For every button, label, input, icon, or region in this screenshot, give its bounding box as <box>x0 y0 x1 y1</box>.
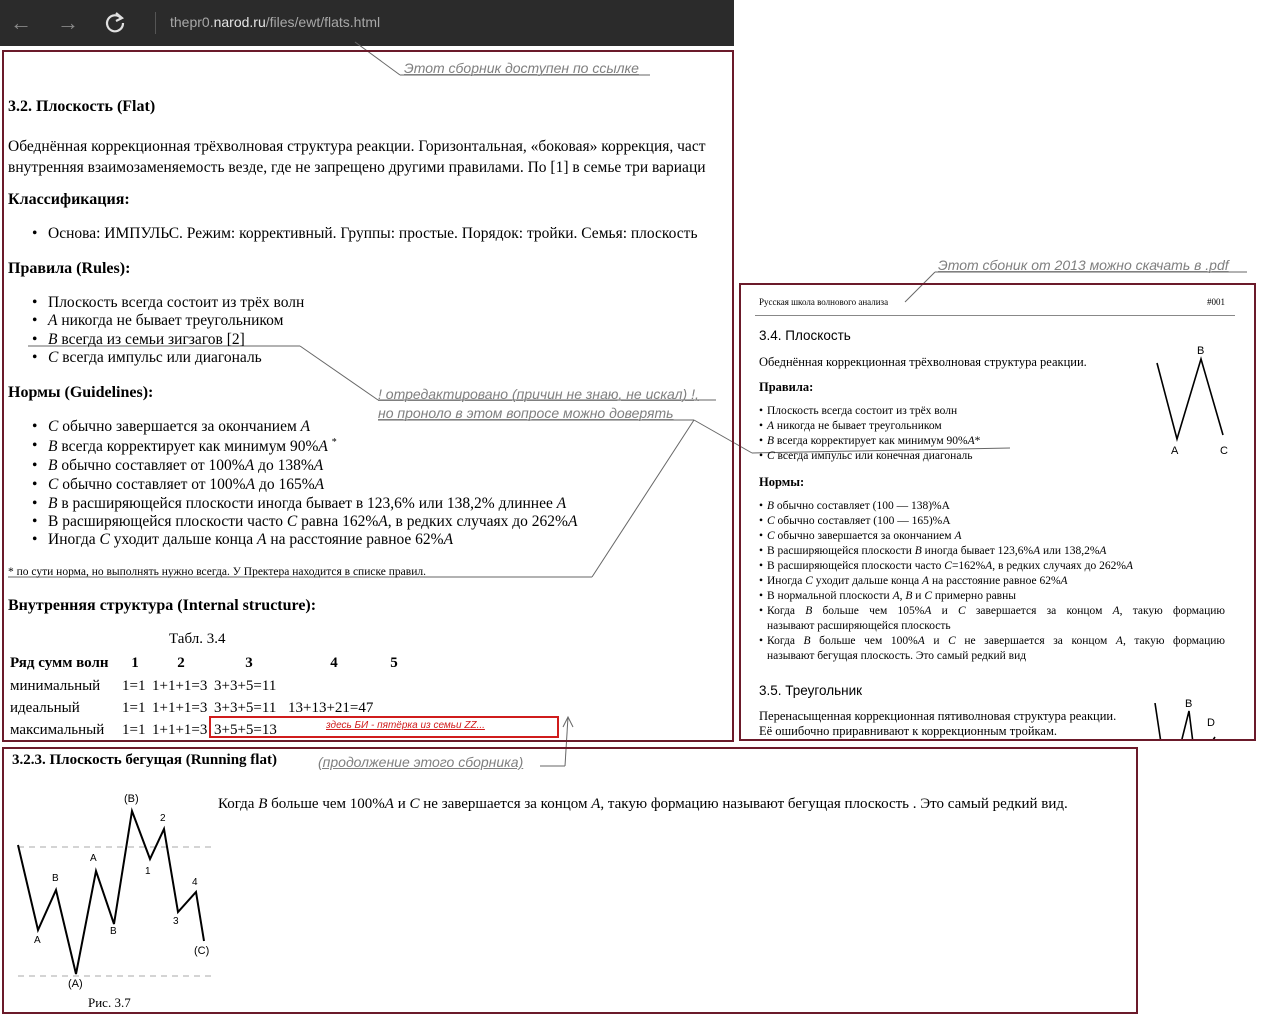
pdf-norms-heading: Нормы: <box>759 475 805 489</box>
wave-label: B <box>110 926 117 937</box>
edited-annotation-line2: но проноло в этом вопросе можно доверять <box>378 405 674 421</box>
wave-label: (C) <box>194 945 210 957</box>
pdf-rule-item: • A никогда не бывает треугольником <box>767 420 942 432</box>
running-flat-text: Когда B больше чем 100%A и C не завершается за концом A, такую формацию называют бегущая плоскость . Это самый редкий вид. <box>218 796 1068 812</box>
norms-heading: Нормы (Guidelines): <box>8 384 154 401</box>
running-flat-frame <box>2 747 1138 1014</box>
wave-label: 2 <box>160 813 166 824</box>
arrow-left-icon[interactable]: ← <box>10 10 32 35</box>
pdf-norm-item: • В расширяющейся плоскости B иногда бывает 123,6%A или 138,2%A <box>767 545 1106 557</box>
norm-item: • B обычно составляет от 100%A до 138%A <box>48 457 323 475</box>
edited-annotation-line1: ! отредактировано (причин не знаю, не искал) !, <box>378 386 699 402</box>
norm-item: • Иногда C уходит дальше конца A на расстояние равное 62%A <box>48 531 453 549</box>
table-header-cell: Ряд сумм волн <box>10 654 109 671</box>
pdf-norm-item: • Когда B больше чем 105%A и C завершается за концом A, такую формацию <box>767 605 1225 617</box>
table-header-cell: 5 <box>390 654 398 671</box>
pdf-norm-item: • C обычно завершается за окончанием A <box>767 530 961 542</box>
table-cell <box>382 675 406 697</box>
table-header-cell: 2 <box>177 654 185 671</box>
table-header-cell: 1 <box>131 654 139 671</box>
pdf-rules-heading: Правила: <box>759 380 814 394</box>
table-cell: 1+1+1=3 <box>152 699 208 716</box>
pdf-flat-figure <box>1151 345 1231 445</box>
rules-heading: Правила (Rules): <box>8 260 131 277</box>
pdf-norm-item: • В расширяющейся плоскости часто C=162%A, в редких случаях до 262%A <box>767 560 1133 572</box>
continuation-annotation: (продолжение этого сборника) <box>318 754 524 770</box>
table-cell: минимальный <box>10 677 101 694</box>
norm-item: • C обычно завершается за окончанием A <box>48 418 310 436</box>
pdf-header-left: Русская школа волнового анализа <box>759 297 889 307</box>
running-flat-title: 3.2.3. Плоскость бегущая (Running flat) <box>12 752 277 768</box>
wave-label: A <box>90 853 97 864</box>
wave-label: (B) <box>124 793 139 805</box>
table-header-cell: 3 <box>245 654 253 671</box>
table-cell: 1+1+1=3 <box>152 721 208 738</box>
figure-caption: Рис. 3.7 <box>88 995 131 1010</box>
pdf-tri-label: B <box>1185 698 1193 710</box>
pdf-norm-item: • Когда B больше чем 100%A и C не завершается за концом A, такую формацию <box>767 635 1225 647</box>
pdf-triangle-title: 3.5. Треугольник <box>759 683 863 698</box>
pdf-norm-item-cont: называют бегущая плоскость. Это самый редкий вид <box>767 650 1027 662</box>
pdf-triangle-intro-1: Перенасыщенная коррекционная пятиволновая структура реакции. <box>759 709 1117 723</box>
table-caption: Табл. 3.4 <box>169 631 226 647</box>
internal-structure-heading: Внутренняя структура (Internal structure): <box>8 597 317 614</box>
table-header-row <box>8 651 406 675</box>
norm-item: • B в расширяющейся плоскости иногда бывает в 123,6% или 138,2% длиннее A <box>48 495 566 513</box>
table-cell: 1=1 <box>122 721 146 738</box>
pdf-fig-label: B <box>1197 345 1205 357</box>
rule-item: • A никогда не бывает треугольником <box>48 312 283 330</box>
wave-label: 1 <box>145 866 151 877</box>
table-cell <box>286 675 382 697</box>
pdf-norm-item-cont: называют расширяющейся плоскость <box>767 620 951 632</box>
running-flat-figure <box>4 749 224 1009</box>
pdf-rule-item: • C всегда импульс или конечная диагональ <box>767 450 973 462</box>
pdf-triangle-intro-2: Её ошибочно приравнивают к коррекционным тройкам. <box>759 724 1057 738</box>
norm-item: • C обычно составляет от 100%A до 165%A <box>48 476 324 494</box>
norm-item: • B всегда корректирует как минимум 90%A * <box>48 437 337 456</box>
table-row <box>8 675 406 697</box>
wave-label: B <box>52 873 59 884</box>
wave-label: 3 <box>173 916 179 927</box>
pdf-norm-item: • Иногда C уходит дальше конца A на расстояние равное 62%A <box>767 575 1068 587</box>
table-cell: 3+5+5=13 <box>214 721 277 738</box>
table-cell: 3+3+5=11 <box>214 699 277 716</box>
intro-line-2: внутренняя взаимозаменяемость везде, где не запрещено другими правилами. По [1] в семье три вариаци <box>8 159 706 176</box>
footnote: * по сути норма, но выполнять нужно всегда. У Пректера находится в списке правил. <box>8 566 426 578</box>
wave-label: A <box>34 935 41 946</box>
pdf-fig-label: A <box>1171 445 1179 457</box>
rule-item: • C всегда импульс или диагональ <box>48 349 262 367</box>
norm-item: • В расширяющейся плоскости часто C равна 162%A, в редких случаях до 262%A <box>48 513 577 531</box>
pdf-norm-item: • В нормальной плоскости A, B и C примерно равны <box>767 590 1016 602</box>
intro-line-1: Обеднённая коррекционная трёхволновая структура реакции. Горизонтальная, «боковая» коррекция, част <box>8 138 706 155</box>
pdf-header-rule <box>755 315 1235 316</box>
pdf-rule-item: • B всегда корректирует как минимум 90%A* <box>767 435 980 447</box>
pdf-page-frame <box>739 283 1256 741</box>
wave-label: 4 <box>192 877 198 888</box>
pdf-title: 3.4. Плоскость <box>759 328 851 343</box>
pdf-annotation: Этот сбоник от 2013 можно скачать в .pdf <box>938 257 1229 273</box>
table-cell: 1=1 <box>122 677 146 694</box>
web-collection-frame <box>2 50 734 742</box>
classification-heading: Классификация: <box>8 191 130 208</box>
table-cell: максимальный <box>10 721 105 738</box>
bi-annotation: здесь БИ - пятёрка из семьи ZZ... <box>326 720 485 731</box>
rule-item: • B всегда из семьи зигзагов [2] <box>48 331 245 349</box>
pdf-rule-item: • Плоскость всегда состоит из трёх волн <box>767 405 957 417</box>
pdf-header-right: #001 <box>1207 297 1225 307</box>
table-cell: 1+1+1=3 <box>152 677 208 694</box>
table-cell: 1=1 <box>122 699 146 716</box>
pdf-intro: Обеднённая коррекционная трёхволновая структура реакции. <box>759 355 1087 369</box>
pdf-fig-label: C <box>1220 445 1228 457</box>
table-cell: 13+13+21=47 <box>288 699 374 716</box>
rule-item: • Плоскость всегда состоит из трёх волн <box>48 294 304 312</box>
page-title: 3.2. Плоскость (Flat) <box>8 98 156 115</box>
wave-label: (A) <box>68 978 83 990</box>
table-cell: идеальный <box>10 699 80 716</box>
address-bar[interactable]: thepr0.narod.ru/files/ewt/flats.html <box>170 14 381 30</box>
pdf-norm-item: • C обычно составляет (100 — 165)%A <box>767 515 951 527</box>
pdf-tri-label: D <box>1207 717 1215 729</box>
pdf-norm-item: • B обычно составляет (100 — 138)%A <box>767 500 950 512</box>
arrow-right-icon[interactable]: → <box>57 10 79 35</box>
table-header-cell: 4 <box>330 654 338 671</box>
table-cell: 3+3+5=11 <box>214 677 277 694</box>
link-annotation: Этот сборник доступен по ссылке <box>404 60 639 76</box>
classification-item: • Основа: ИМПУЛЬС. Режим: коррективный. Группы: простые. Порядок: тройки. Семья: плоскость <box>48 225 698 243</box>
